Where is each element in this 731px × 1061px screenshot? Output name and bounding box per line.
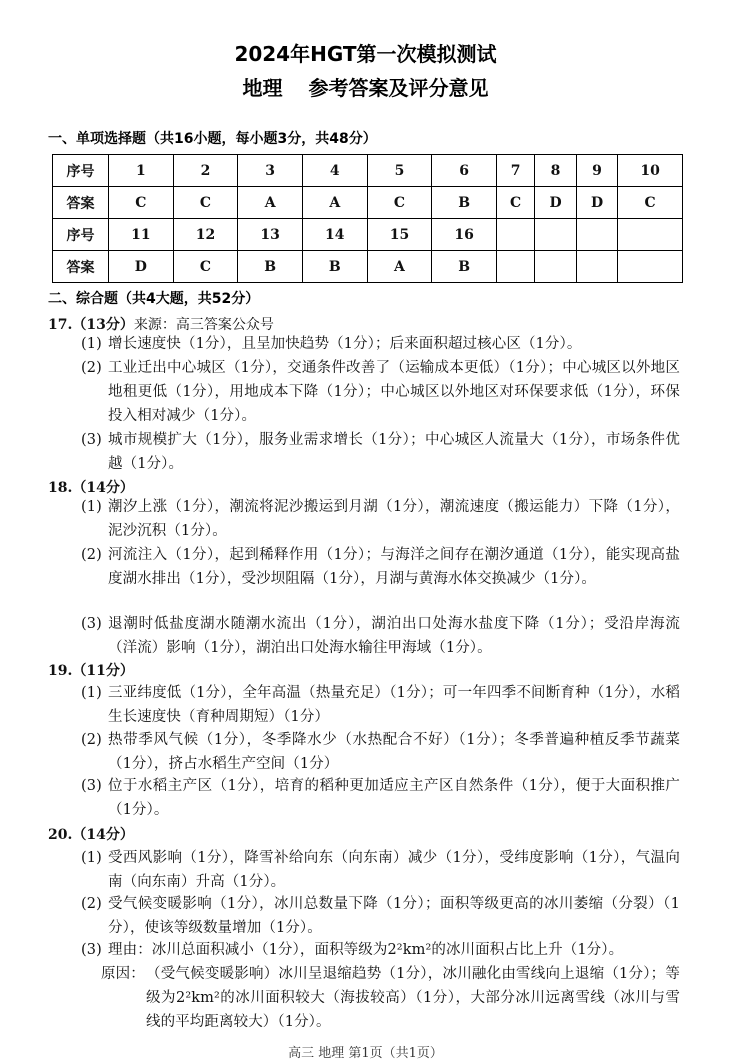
table-cell: B [432,187,497,219]
question-19-heading [48,660,134,680]
item-number: (3) [81,432,102,448]
table-cell: 4 [302,155,367,187]
row-label: 答案 [53,187,109,219]
answer-item [82,892,680,940]
table-cell [496,251,534,283]
item-number: (1) [81,499,102,515]
table-cell: 16 [432,219,497,251]
table-cell: 8 [535,155,576,187]
question-number: 20.（14分） [48,827,134,843]
table-cell [576,251,617,283]
answer-item [82,728,680,776]
item-number: (3) [81,778,102,794]
answer-table [52,154,683,283]
table-cell: B [432,251,497,283]
item-text: 增长速度快（1分），且呈加快趋势（1分）；后来面积超过核心区（1分）。 [108,336,582,352]
table-cell: 3 [238,155,303,187]
answer-item [82,356,680,428]
item-number: (3) [81,616,102,632]
item-number: (1) [81,685,102,701]
question-17-heading [48,314,274,334]
subject-name: 地理 [242,76,283,100]
row-label: 序号 [53,155,109,187]
item-text: 受气候变暖影响（1分），冰川总数量下降（1分）；面积等级更高的冰川萎缩（分裂）（1分），使该等级数量增加（1分）。 [108,896,680,936]
table-cell: 15 [367,219,432,251]
exam-subtitle [0,72,731,101]
item-text: 三亚纬度低（1分），全年高温（热量充足）（1分）；可一年四季不间断育种（1分），水稻生长速度快（育种周期短）（1分） [108,685,680,725]
table-cell: C [173,187,238,219]
answer-item [82,428,680,476]
table-cell: A [238,187,303,219]
item-number: (1) [81,850,102,866]
table-row [53,155,683,187]
table-cell: D [535,187,576,219]
answer-item [82,543,680,591]
question-number: 17.（13分） [48,317,134,333]
section1-title: 一、单项选择题（共16小题，每小题3分，共48分） [48,131,377,147]
item-text: 退潮时低盐度湖水随潮水流出（1分），湖泊出口处海水盐度下降（1分）；受沿岸海流（洋流）影响（1分），湖泊出口处海水输往甲海域（1分）。 [108,616,680,656]
question-number: 18.（14分） [48,480,134,496]
item-number: (2) [81,547,102,563]
table-cell: 1 [109,155,174,187]
answer-item [82,332,680,356]
item-text: 工业迁出中心城区（1分），交通条件改善了（运输成本更低）（1分）；中心城区以外地区地租更低（1分），用地成本下降（1分）；中心城区以外地区对环保要求低（1分），环保投入相对减少（1分）。 [108,360,680,424]
table-cell: 13 [238,219,303,251]
item-number: (2) [81,732,102,748]
table-cell: C [173,251,238,283]
item-text: 位于水稻主产区（1分），培育的稻种更加适应主产区自然条件（1分），便于大面积推广（1分）。 [108,778,680,818]
row-label: 序号 [53,219,109,251]
item-number: (2) [81,360,102,376]
page-footer: 高三 地理 第1页（共1页） [288,1046,443,1061]
answer-item [82,612,680,660]
answer-item [82,774,680,822]
item-number: (3) [81,942,102,958]
table-cell: D [109,251,174,283]
table-cell: 11 [109,219,174,251]
table-cell: C [496,187,534,219]
table-cell: C [618,187,683,219]
table-cell: 6 [432,155,497,187]
item-number: (2) [81,896,102,912]
section2-title: 二、综合题（共4大题，共52分） [48,291,260,307]
question-20-heading [48,824,134,844]
answer-item [82,938,680,962]
exam-title: 2024年HGT第一次模拟测试 [234,42,497,66]
reason-label: 原因： [101,966,145,982]
item-text: 城市规模扩大（1分），服务业需求增长（1分）；中心城区人流量大（1分），市场条件优越（1分）。 [108,432,680,472]
item-text: 热带季风气候（1分），冬季降水少（水热配合不好）（1分）；冬季普遍种植反季节蔬菜（1分），挤占水稻生产空间（1分） [108,732,680,772]
item-text: 理由：冰川总面积减小（1分），面积等级为2²km²的冰川面积占比上升（1分）。 [108,942,624,958]
table-cell [618,219,683,251]
item-text: 潮汐上涨（1分），潮流将泥沙搬运到月湖（1分），潮流速度（搬运能力）下降（1分），泥沙沉积（1分）。 [108,499,680,539]
table-cell: C [367,187,432,219]
table-cell [496,219,534,251]
table-cell: A [302,187,367,219]
table-cell: C [109,187,174,219]
table-row [53,187,683,219]
table-cell: 5 [367,155,432,187]
table-cell: B [238,251,303,283]
answer-item [82,681,680,729]
table-cell [535,251,576,283]
subtitle-text: 参考答案及评分意见 [308,76,489,100]
table-cell: 10 [618,155,683,187]
table-row [53,219,683,251]
table-cell: 9 [576,155,617,187]
reason-paragraph [102,962,680,1034]
item-text: 河流注入（1分），起到稀释作用（1分）；与海洋之间存在潮汐通道（1分），能实现高盐度湖水排出（1分），受沙坝阻隔（1分），月湖与黄海水体交换减少（1分）。 [108,547,680,587]
table-cell: 2 [173,155,238,187]
row-label: 答案 [53,251,109,283]
item-number: (1) [81,336,102,352]
reason-text: （受气候变暖影响）冰川呈退缩趋势（1分），冰川融化由雪线向上退缩（1分）；等级为2²km²的冰川面积较大（海拔较高）（1分），大部分冰川远离雪线（冰川与雪线的平均距离较大）（1分）。 [146,966,680,1030]
table-cell: A [367,251,432,283]
source-note: 来源：高三答案公众号 [133,317,274,333]
table-cell: D [576,187,617,219]
table-cell: 14 [302,219,367,251]
table-cell: 7 [496,155,534,187]
question-18-heading [48,477,134,497]
answer-item [82,846,680,894]
table-cell [576,219,617,251]
item-text: 受西风影响（1分），降雪补给向东（向东南）减少（1分），受纬度影响（1分），气温向南（向东南）升高（1分）。 [108,850,680,890]
table-cell: B [302,251,367,283]
table-cell [535,219,576,251]
table-row [53,251,683,283]
table-cell: 12 [173,219,238,251]
question-number: 19.（11分） [48,663,134,679]
table-cell [618,251,683,283]
answer-item [82,495,680,543]
